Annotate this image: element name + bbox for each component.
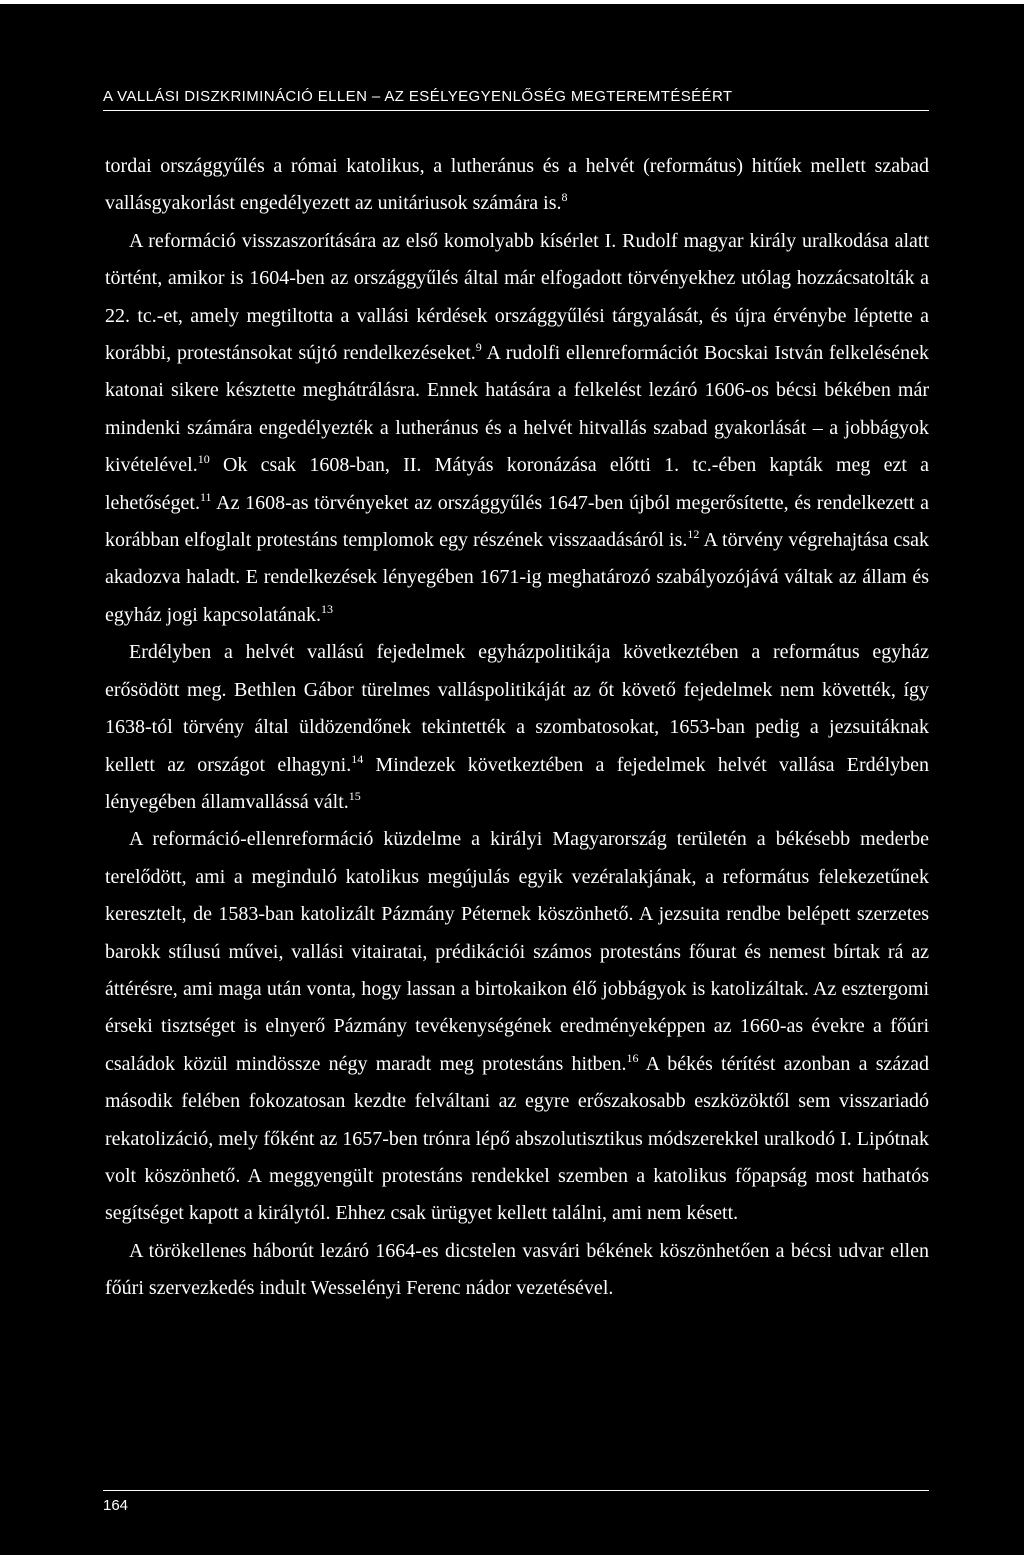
- paragraph-text: A törökellenes háborút lezáró 1664-es dicstelen vasvári békének köszönhetően a bécsi udvar ellen főúri szervezkedés indult Wesselényi Ferenc nádor vezetésével.: [105, 1239, 929, 1300]
- paragraph-text: tordai országgyűlés a római katolikus, a lutheránus és a helvét (református) hitűek mellett szabad vallásgyakorlást engedélyezett az unitáriusok számára is.: [105, 155, 929, 215]
- footnote-marker: 10: [197, 452, 210, 467]
- paragraph-text: Ok csak 1608-ban, II. Mátyás koronázása előtti 1. tc.-ében kapták meg ezt a lehetőséget.: [105, 454, 929, 514]
- paragraph-text: Erdélyben a helvét vallású fejedelmek egyházpolitikája következtében a református egyház erősödött meg. Bethlen Gábor türelmes valláspolitikáját az őt követő fejedelmek nem követték, így 1638-tól törvény által üldözendőnek tekintették a szombatosokat, 1653-ban pedig a jezsuitáknak kellett az országot elhagyni.: [105, 641, 929, 776]
- paragraph: [105, 148, 929, 223]
- footer-rule: [103, 1490, 929, 1491]
- footnote-marker: 16: [626, 1050, 639, 1065]
- footnote-marker: 9: [475, 340, 482, 355]
- paragraph-text: Az 1608-as törvényeket az országgyűlés 1647-ben újból megerősítette, és rendelkezett a korábban elfoglalt protestáns templomok egy részének visszaadásáról is.: [105, 491, 929, 552]
- running-head: A VALLÁSI DISZKRIMINÁCIÓ ELLEN – AZ ESÉLYEGYENLŐSÉG MEGTEREMTÉSÉÉRT: [103, 88, 733, 105]
- paragraph-text: A reformáció-ellenreformáció küzdelme a királyi Magyarország területén a békésebb mederbe terelődött, ami a meginduló katolikus megújulás egyik vezéralakjának, a református felekezetűnek keresztelt, de 1583-ban katolizált Pázmány Péternek köszönhető. A jezsuita rendbe belépett szerzetes barokk stílusú művei, vallási vitairatai, prédikációi számos protestáns főurat és nemest bírtak rá az áttérésre, ami maga után vonta, hogy lassan a birtokaikon élő jobbágyok is katolizáltak. Az esztergomi érseki tisztséget is elnyerő Pázmány tevékenységének eredményeképpen az 1660-as évekre a főúri családok közül mindössze négy maradt meg protestáns hitben.: [105, 828, 929, 1075]
- paragraph: [105, 821, 929, 1232]
- footnote-marker: 12: [687, 527, 700, 542]
- footnote-marker: 8: [561, 190, 568, 205]
- paragraph-text: A reformáció visszaszorítására az első komolyabb kísérlet I. Rudolf magyar király uralkodása alatt történt, amikor is 1604-ben az országgyűlés által már elfogadott törvényekhez utólag hozzácsatolták a 22. tc.-et, amely megtiltotta a vallási kérdések országgyűlési tárgyalását, és újra érvénybe léptette a korábbi, protestánsokat sújtó rendelkezéseket.: [105, 229, 929, 365]
- paragraph-text: A rudolfi ellenreformációt Bocskai István felkelésének katonai sikere késztette meghátrálásra. Ennek hatására a felkelést lezáró 1606-os bécsi békében már mindenki számára engedélyezték a lutheránus és a helvét hitvallás szabad gyakorlását – a jobbágyok kivételével.: [105, 342, 929, 477]
- page-number: 164: [103, 1497, 129, 1514]
- paragraph-text: A törvény végrehajtása csak akadozva haladt. E rendelkezések lényegében 1671-ig meghatározó szabályozójává váltak az állam és egyház jogi kapcsolatának.: [105, 529, 930, 626]
- top-edge-rule: [0, 0, 1024, 4]
- paragraph: [105, 223, 929, 634]
- footnote-marker: 14: [351, 751, 364, 766]
- running-head-rule: [103, 110, 929, 111]
- footnote-marker: 11: [199, 489, 212, 504]
- paragraph: [105, 1233, 929, 1308]
- paragraph-text: A békés térítést azonban a század második felében fokozatosan kezdte felváltani az egyre erőszakosabb eszközöktől sem visszariadó rekatolizáció, mely főként az 1657-ben trónra lépő abszolutisztikus módszerekkel uralkodó I. Lipótnak volt köszönhető. A meggyengült protestáns rendekkel szemben a katolikus főpapság most hathatós segítséget kapott a királytól. Ehhez csak ürügyet kellett találni, ami nem késett.: [105, 1052, 930, 1225]
- footnote-marker: 15: [348, 788, 361, 803]
- body-text: [105, 148, 929, 1308]
- footnote-marker: 13: [321, 601, 334, 616]
- paragraph-text: Mindezek következtében a fejedelmek helvét vallása Erdélyben lényegében államvallássá vált.: [105, 753, 929, 813]
- paragraph: [105, 634, 929, 821]
